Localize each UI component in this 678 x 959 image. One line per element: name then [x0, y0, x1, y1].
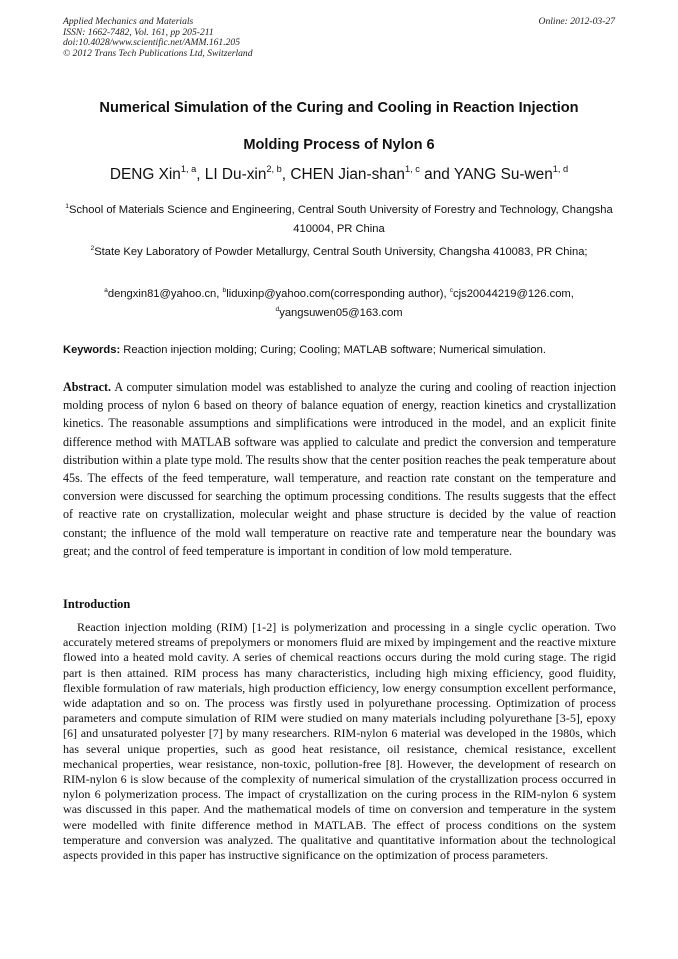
- email-address[interactable]: dengxin81@yahoo.cn,: [107, 288, 223, 300]
- author-name: LI Du-xin: [204, 166, 267, 183]
- journal-name: Applied Mechanics and Materials: [63, 16, 194, 27]
- abstract-text: A computer simulation model was established to analyze the curing and cooling of reaction injection molding process of nylon 6 based on theory of balance equation of energy, reaction kinetics and crystallization kinetics. The reasonable assumptions and simplifications were introduced in the model, and an explicit finite difference method with MATLAB software was applied to calculate and predict the conversion and temperature distribution within a plate type mold. The results show that the center position reaches the peak temperature about 45s. The effects of the feed temperature, wall temperature, and reaction rate constant on the temperature and conversion were discussed for searching the optimum processing conditions. The results suggests that the effect of reactive rate on crystallization, molecular weight and phase structure is decided by the value of reaction constant; the influence of the mold wall temperature on reactive rate and temperature near the boundary was great; and the control of feed temperature is important in condition of low mold temperature.: [63, 380, 616, 558]
- abstract: [63, 378, 616, 560]
- author-name: YANG Su-wen: [453, 166, 553, 183]
- email-sup: c: [449, 286, 454, 294]
- author-list: [30, 166, 648, 184]
- journal-header: [63, 17, 615, 59]
- affiliation-2: [58, 243, 620, 262]
- introduction-paragraph: Reaction injection molding (RIM) [1-2] is polymerization and processing in a single cyclic operation. Two accurately metered streams of prepolymers or monomers fluid are mixed by impingement and the reactive mixture flowed into a heated mold cavity. A series of chemical reactions occurs during the mold curing stage. The rigid part is then attained. RIM process has many characteristics, including high mixing efficiency, good fluidity, flexible formulation of raw materials, high production efficiency, low energy consumption excellent performance, wide adaptation and so on. The process was firstly used in polyurethane processing. Optimization of process parameters and compute simulation of RIM were studied on many materials including polyurethane [3-5], epoxy [6] and unsaturated polyester [7] by many researchers. RIM-nylon 6 material was developed in the 1980s, which has several unique properties, such as good heat resistance, oil resistance, chemical resistance, excellent mechanical properties, wear resistance, non-toxic, pollution-free [8]. However, the development of research on RIM-nylon 6 is slow because of the complexity of numerical simulation of the crystallization process occurred in nylon 6 polymerization process. The impact of crystallization on the curing process in the RIM-nylon 6 system was discussed in this paper. And the mathematical models of time on conversion and temperature in the system were modelled with finite difference method in MATLAB. The effect of process conditions on the system temperature and conversion was analyzed. The qualitative and quantitative information about the technological aspects provided in this paper has instructive significance on the optimization of process parameters.: [63, 620, 616, 863]
- journal-issn: ISSN: 1662-7482, Vol. 161, pp 205-211: [63, 26, 214, 38]
- author-sup: 2, b: [266, 164, 282, 175]
- email-sup: b: [222, 286, 227, 294]
- affiliation-text: School of Materials Science and Engineering, Central South University of Forestry and Technology, Changsha 410004, PR China: [69, 204, 613, 235]
- keywords-label: Keywords:: [63, 344, 121, 356]
- author-separator: and: [419, 166, 454, 183]
- section-heading-introduction: Introduction: [63, 597, 131, 611]
- title-line-1: Numerical Simulation of the Curing and Cooling in Reaction Injection: [99, 100, 579, 116]
- author-separator: ,: [196, 166, 205, 183]
- email-sup: d: [275, 305, 280, 313]
- abstract-label: Abstract.: [63, 380, 112, 394]
- journal-doi[interactable]: doi:10.4028/www.scientific.net/AMM.161.205: [63, 37, 241, 49]
- affiliation-sup: 1: [65, 202, 69, 210]
- email-sup: a: [104, 286, 108, 294]
- email-address[interactable]: cjs20044219@126.com,: [453, 288, 574, 300]
- email-list: [58, 285, 620, 322]
- author-sup: 1, a: [180, 164, 197, 175]
- affiliation-text: State Key Laboratory of Powder Metallurgy, Central South University, Changsha 410083, PR China;: [94, 246, 588, 258]
- affiliation-sup: 2: [90, 244, 95, 252]
- keywords-text: Reaction injection molding; Curing; Cooling; MATLAB software; Numerical simulation.: [120, 344, 546, 356]
- author-sup: 1, c: [404, 164, 420, 175]
- journal-copyright: © 2012 Trans Tech Publications Ltd, Switzerland: [63, 47, 253, 59]
- online-date: Online: 2012-03-27: [538, 16, 615, 27]
- author-name: DENG Xin: [109, 166, 181, 183]
- email-address[interactable]: yangsuwen05@163.com: [279, 306, 403, 319]
- title-line-2: Molding Process of Nylon 6: [243, 137, 435, 153]
- author-sup: 1, d: [552, 164, 569, 175]
- paper-title: [40, 90, 638, 164]
- author-name: CHEN Jian-shan: [290, 166, 405, 183]
- keywords: [63, 344, 628, 356]
- email-address[interactable]: liduxinp@yahoo.com(corresponding author),: [226, 288, 450, 300]
- affiliation-1: [58, 201, 620, 238]
- author-separator: ,: [281, 166, 291, 183]
